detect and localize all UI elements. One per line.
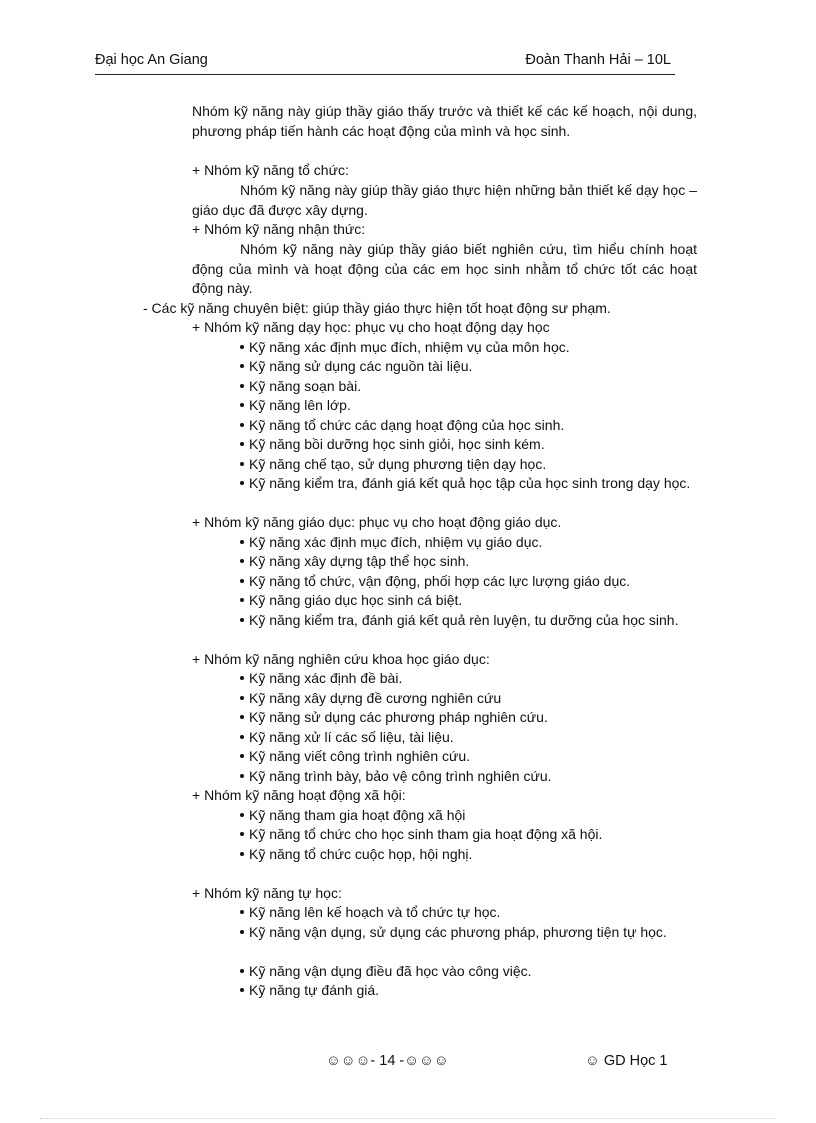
list-item-text: Kỹ năng viết công trình nghiên cứu. [249, 748, 471, 764]
list-item [240, 962, 697, 982]
header-author: Đoàn Thanh Hải – 10L [525, 52, 671, 68]
list-item [240, 455, 697, 475]
bullet-icon [240, 364, 244, 368]
section-heading: + Nhóm kỹ năng tổ chức: [192, 162, 349, 178]
section-heading: - Các kỹ năng chuyên biệt: giúp thầy giáo thực hiện tốt hoạt động sư phạm. [143, 300, 611, 316]
bullet-icon [240, 832, 244, 836]
list-item-text: Kỹ năng kiểm tra, đánh giá kết quả rèn luyện, tu dưỡng của học sinh. [249, 612, 679, 628]
page-edge-divider [40, 1118, 776, 1119]
list-item-text: Kỹ năng tổ chức, vận động, phối hợp các lực lượng giáo dục. [249, 573, 631, 589]
bullet-icon [240, 930, 244, 934]
bullet-icon [240, 403, 244, 407]
paragraph: Nhóm kỹ năng này giúp thầy giáo thực hiện những bản thiết kế dạy học – giáo dục đã được xây dựng. [192, 182, 697, 218]
bullet-icon [240, 598, 244, 602]
page-header [95, 52, 675, 75]
section-heading: + Nhóm kỹ năng giáo dục: phục vụ cho hoạt động giáo dục. [192, 514, 562, 530]
list-item [240, 377, 697, 397]
paragraph: Nhóm kỹ năng này giúp thầy giáo biết nghiên cứu, tìm hiểu chính hoạt động của mình và hoạt động của các em học sinh nhằm tổ chức tốt các hoạt động này. [192, 241, 697, 296]
page-number: ☺☺☺- 14 -☺☺☺ [326, 1053, 449, 1069]
section-heading: + Nhóm kỹ năng dạy học: phục vụ cho hoạt động dạy học [192, 319, 550, 335]
list-item [240, 825, 697, 845]
list-item [240, 572, 697, 592]
header-university: Đại học An Giang [95, 52, 208, 68]
list-item-text: Kỹ năng tham gia hoạt động xã hội [249, 807, 466, 823]
bullet-icon [240, 754, 244, 758]
bullet-icon [240, 345, 244, 349]
list-item-text: Kỹ năng tự đánh giá. [249, 982, 380, 998]
bullet-icon [240, 618, 244, 622]
list-item [240, 689, 697, 709]
bullet-icon [240, 442, 244, 446]
bullet-icon [240, 462, 244, 466]
bullet-icon [240, 559, 244, 563]
list-item-text: Kỹ năng xác định mục đích, nhiệm vụ giáo dục. [249, 534, 543, 550]
list-item-text: Kỹ năng tổ chức cuộc họp, hội nghị. [249, 846, 473, 862]
list-item-text: Kỹ năng vận dụng, sử dụng các phương pháp, phương tiện tự học. [249, 924, 667, 940]
list-item-text: Kỹ năng giáo dục học sinh cá biệt. [249, 592, 463, 608]
list-item-text: Kỹ năng xây dựng đề cương nghiên cứu [249, 690, 502, 706]
list-item [240, 552, 697, 572]
list-item-text: Kỹ năng tổ chức các dạng hoạt động của học sinh. [249, 417, 565, 433]
bullet-icon [240, 423, 244, 427]
bullet-icon [240, 735, 244, 739]
bullet-icon [240, 852, 244, 856]
list-item [240, 845, 697, 865]
bullet-icon [240, 481, 244, 485]
list-item-text: Kỹ năng xử lí các số liệu, tài liệu. [249, 729, 454, 745]
list-item [240, 416, 697, 436]
section-heading: + Nhóm kỹ năng hoạt động xã hội: [192, 787, 406, 803]
bullet-icon [240, 910, 244, 914]
bullet-icon [240, 676, 244, 680]
list-item [240, 338, 697, 358]
list-item-text: Kỹ năng sử dụng các phương pháp nghiên cứu. [249, 709, 548, 725]
list-item [240, 591, 697, 611]
list-item [240, 806, 697, 826]
list-item-text: Kỹ năng chế tạo, sử dụng phương tiện dạy học. [249, 456, 547, 472]
list-item-text: Kỹ năng xác định mục đích, nhiệm vụ của môn học. [249, 339, 570, 355]
bullet-icon [240, 988, 244, 992]
list-item-text: Kỹ năng lên lớp. [249, 397, 351, 413]
list-item-text: Kỹ năng bồi dưỡng học sinh giỏi, học sinh kém. [249, 436, 545, 452]
bullet-icon [240, 774, 244, 778]
list-item-text: Kỹ năng tổ chức cho học sinh tham gia hoạt động xã hội. [249, 826, 603, 842]
bullet-icon [240, 813, 244, 817]
bullet-icon [240, 696, 244, 700]
list-item [240, 747, 697, 767]
list-item [240, 611, 697, 631]
paragraph: Nhóm kỹ năng này giúp thầy giáo thấy trước và thiết kế các kế hoạch, nội dung, phương pháp tiến hành các hoạt động của mình và học sinh. [192, 103, 697, 139]
list-item [240, 474, 697, 494]
section-heading: + Nhóm kỹ năng tự học: [192, 885, 342, 901]
list-item [240, 708, 697, 728]
bullet-icon [240, 969, 244, 973]
list-item [240, 396, 697, 416]
bullet-icon [240, 540, 244, 544]
list-item [240, 981, 697, 1001]
list-item-text: Kỹ năng lên kế hoạch và tổ chức tự học. [249, 904, 501, 920]
list-item [240, 533, 697, 553]
list-item-text: Kỹ năng xác định đề bài. [249, 670, 403, 686]
list-item [240, 669, 697, 689]
section-heading: + Nhóm kỹ năng nhận thức: [192, 221, 366, 237]
list-item [240, 767, 697, 787]
list-item [240, 357, 697, 377]
bullet-icon [240, 715, 244, 719]
footer-brand: ☺ GD Học 1 [585, 1053, 668, 1069]
section-heading: + Nhóm kỹ năng nghiên cứu khoa học giáo dục: [192, 651, 490, 667]
list-item-text: Kỹ năng kiểm tra, đánh giá kết quả học tập của học sinh trong dạy học. [249, 475, 691, 491]
bullet-icon [240, 579, 244, 583]
list-item-text: Kỹ năng vận dụng điều đã học vào công việc. [249, 963, 532, 979]
list-item [240, 435, 697, 455]
list-item [240, 923, 697, 943]
list-item [240, 903, 697, 923]
bullet-icon [240, 384, 244, 388]
list-item-text: Kỹ năng sử dụng các nguồn tài liệu. [249, 358, 473, 374]
list-item-text: Kỹ năng soạn bài. [249, 378, 362, 394]
list-item [240, 728, 697, 748]
list-item-text: Kỹ năng trình bày, bảo vệ công trình nghiên cứu. [249, 768, 552, 784]
list-item-text: Kỹ năng xây dựng tập thể học sinh. [249, 553, 470, 569]
